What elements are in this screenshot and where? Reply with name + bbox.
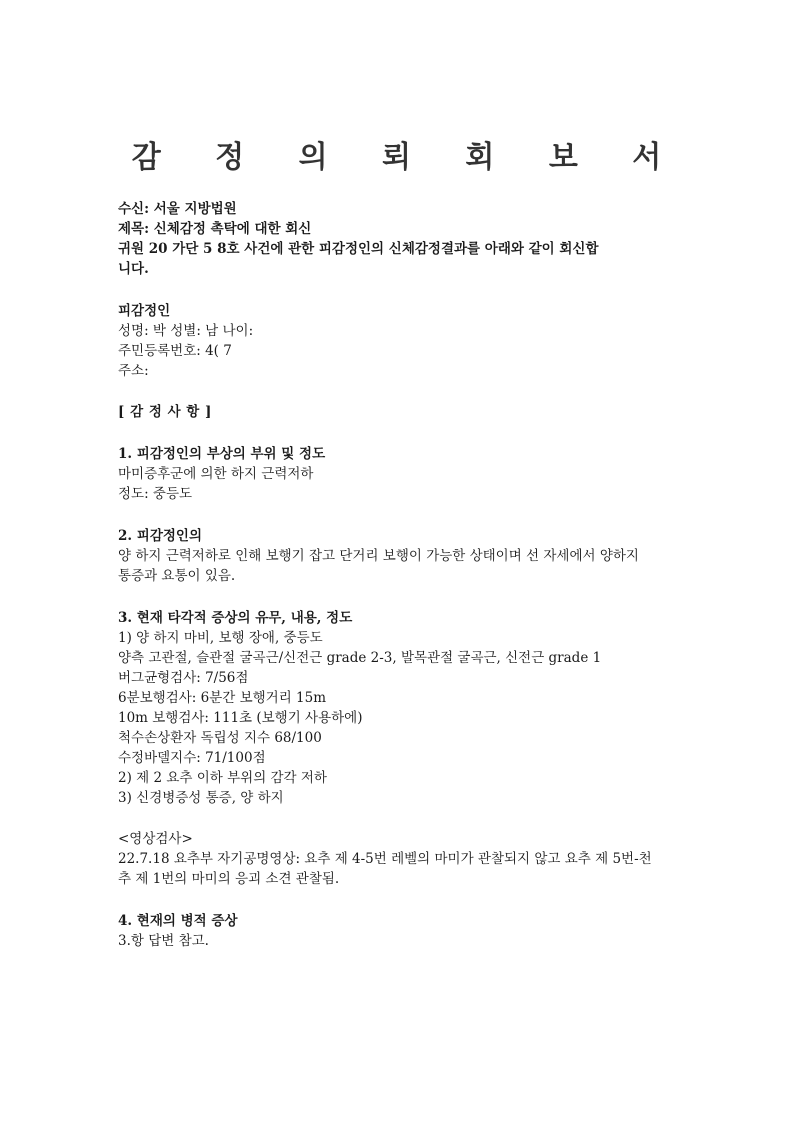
q2-line-1: 양 하지 근력저하로 인해 보행기 잡고 단거리 보행이 가능한 상태이며 선 자세에서 양하지 [118,548,639,564]
document-title: 감 정 의 뢰 회 보 서 [131,140,684,175]
address-line: 주소: [118,363,149,379]
q3-heading: 3. 현재 타각적 증상의 유무, 내용, 정도 [118,610,353,626]
imaging-heading: <영상검사> [118,831,193,847]
q4-heading: 4. 현재의 병적 증상 [118,913,238,929]
q4-line-1: 3.항 답변 참고. [118,933,209,949]
section-heading: [ 감 정 사 항 ] [118,404,212,420]
q2-line-2: 통증과 요통이 있음. [118,568,236,584]
q3-line: 6분보행검사: 6분간 보행거리 15m [118,690,327,706]
q1-heading: 1. 피감정인의 부상의 부위 및 정도 [118,446,326,462]
q3-line: 양측 고관절, 슬관절 굴곡근/신전근 grade 2-3, 발목관절 굴곡근, 신전근 grade 1 [118,650,602,666]
id-line: 주민등록번호: 4( 7 [118,343,232,359]
q3-line: 3) 신경병증성 통증, 양 하지 [118,790,284,806]
subject-line: 제목: 신체감정 촉탁에 대한 회신 [118,221,312,237]
q3-line: 버그균형검사: 7/56점 [118,670,249,686]
subject-person-heading: 피감정인 [118,303,171,319]
q3-line: 2) 제 2 요추 이하 부위의 감각 저하 [118,770,327,786]
q3-line: 10m 보행검사: 111초 (보행기 사용하에) [118,710,363,726]
recipient-line: 수신: 서울 지방법원 [118,201,237,217]
body-line-1: 귀원 20 가단 5 8호 사건에 관한 피감정인의 신체감정결과를 아래와 같이 회신합 [118,241,599,257]
name-line: 성명: 박 성별: 남 나이: [118,323,254,339]
imaging-line-2: 추 제 1번의 마미의 응괴 소견 관찰됨. [118,871,340,887]
imaging-line-1: 22.7.18 요추부 자기공명영상: 요추 제 4-5번 레벨의 마미가 관찰되지 않고 요추 제 5번-천 [118,851,652,867]
q1-line-1: 마미증후군에 의한 하지 근력저하 [118,466,314,482]
q1-line-2: 정도: 중등도 [118,486,193,502]
body-line-2: 니다. [118,261,149,277]
q3-line: 1) 양 하지 마비, 보행 장애, 중등도 [118,630,323,646]
q3-line: 수정바델지수: 71/100점 [118,750,266,766]
q3-line: 척수손상환자 독립성 지수 68/100 [118,730,322,746]
q2-heading: 2. 피감정인의 [118,528,202,544]
